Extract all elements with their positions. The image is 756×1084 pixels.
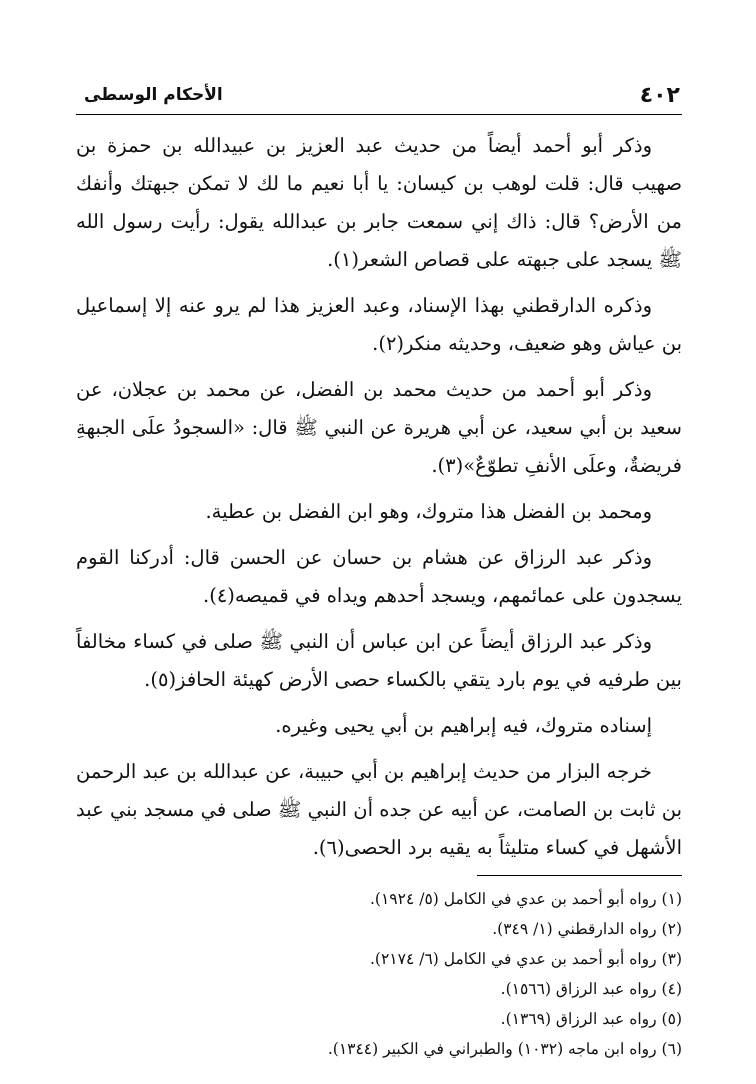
footnote-separator — [477, 875, 682, 876]
paragraph-8: خرجه البزار من حديث إبراهيم بن أبي حبيبة، عن عبدالله بن عبد الرحمن بن ثابت بن الصامت، عن أبيه عن جده أن النبي ﷺ صلى في مسجد بني عبد الأشهل في كساء متليثاً به يقيه برد الحصى(٦). — [76, 760, 682, 859]
paragraph-2: وذكره الدارقطني بهذا الإسناد، وعبد العزيز هذا لم يرو عنه إلا إسماعيل بن عياش وهو ضعيف، وحديثه منكر(٢). — [76, 294, 682, 355]
page-header — [76, 76, 682, 115]
paragraph-7: إسناده متروك، فيه إبراهيم بن أبي يحيى وغيره. — [275, 714, 652, 737]
paragraph-5: وذكر عبد الرزاق عن هشام بن حسان عن الحسن قال: أدركنا القوم يسجدون على عمائمهم، ويسجد أحدهم ويداه في قميصه(٤). — [76, 546, 682, 607]
footnote-6: (٦) رواه ابن ماجه (١٠٣٢) والطبراني في الكبير (١٣٤٤). — [327, 1040, 682, 1058]
footnote-1: (١) رواه أبو أحمد بن عدي في الكامل (٥/ ١٩٢٤). — [369, 890, 682, 908]
paragraph-3: وذكر أبو أحمد من حديث محمد بن الفضل، عن محمد بن عجلان، عن سعيد بن أبي سعيد، عن أبي هريرة عن النبي ﷺ قال: «السجودُ علَى الجبهةِ فريضةٌ، وعلَى الأنفِ تطوّعٌ»(٣). — [76, 378, 682, 477]
book-page — [76, 76, 682, 1058]
page-number: ٤٠٢ — [639, 82, 680, 108]
footnotes — [76, 884, 682, 1064]
main-text — [76, 127, 682, 867]
running-title: الأحكام الوسطى — [84, 85, 223, 105]
paragraph-4: ومحمد بن الفضل هذا متروك، وهو ابن الفضل بن عطية. — [205, 500, 652, 523]
footnote-3: (٣) رواه أبو أحمد بن عدي في الكامل (٦/ ٢١٧٤). — [369, 950, 682, 968]
paragraph-6: وذكر عبد الرزاق أيضاً عن ابن عباس أن النبي ﷺ صلى في كساء مخالفاً بين طرفيه في يوم بارد يتقي بالكساء حصى الأرض كهيئة الحافز(٥). — [76, 630, 682, 691]
footnote-5: (٥) رواه عبد الرزاق (١٣٦٩). — [500, 1010, 682, 1028]
footnote-4: (٤) رواه عبد الرزاق (١٥٦٦). — [500, 980, 682, 998]
footnote-2: (٢) رواه الدارقطني (١/ ٣٤٩). — [492, 920, 682, 938]
paragraph-1: وذكر أبو أحمد أيضاً من حديث عبد العزيز بن عبيدالله بن حمزة بن صهيب قال: قلت لوهب بن كيسان: يا أبا نعيم ما لك لا تمكن جبهتك وأنفك من الأرض؟ قال: ذاك إني سمعت جابر بن عبدالله يقول: رأيت رسول الله ﷺ يسجد على جبهته على قصاص الشعر(١). — [76, 134, 682, 271]
